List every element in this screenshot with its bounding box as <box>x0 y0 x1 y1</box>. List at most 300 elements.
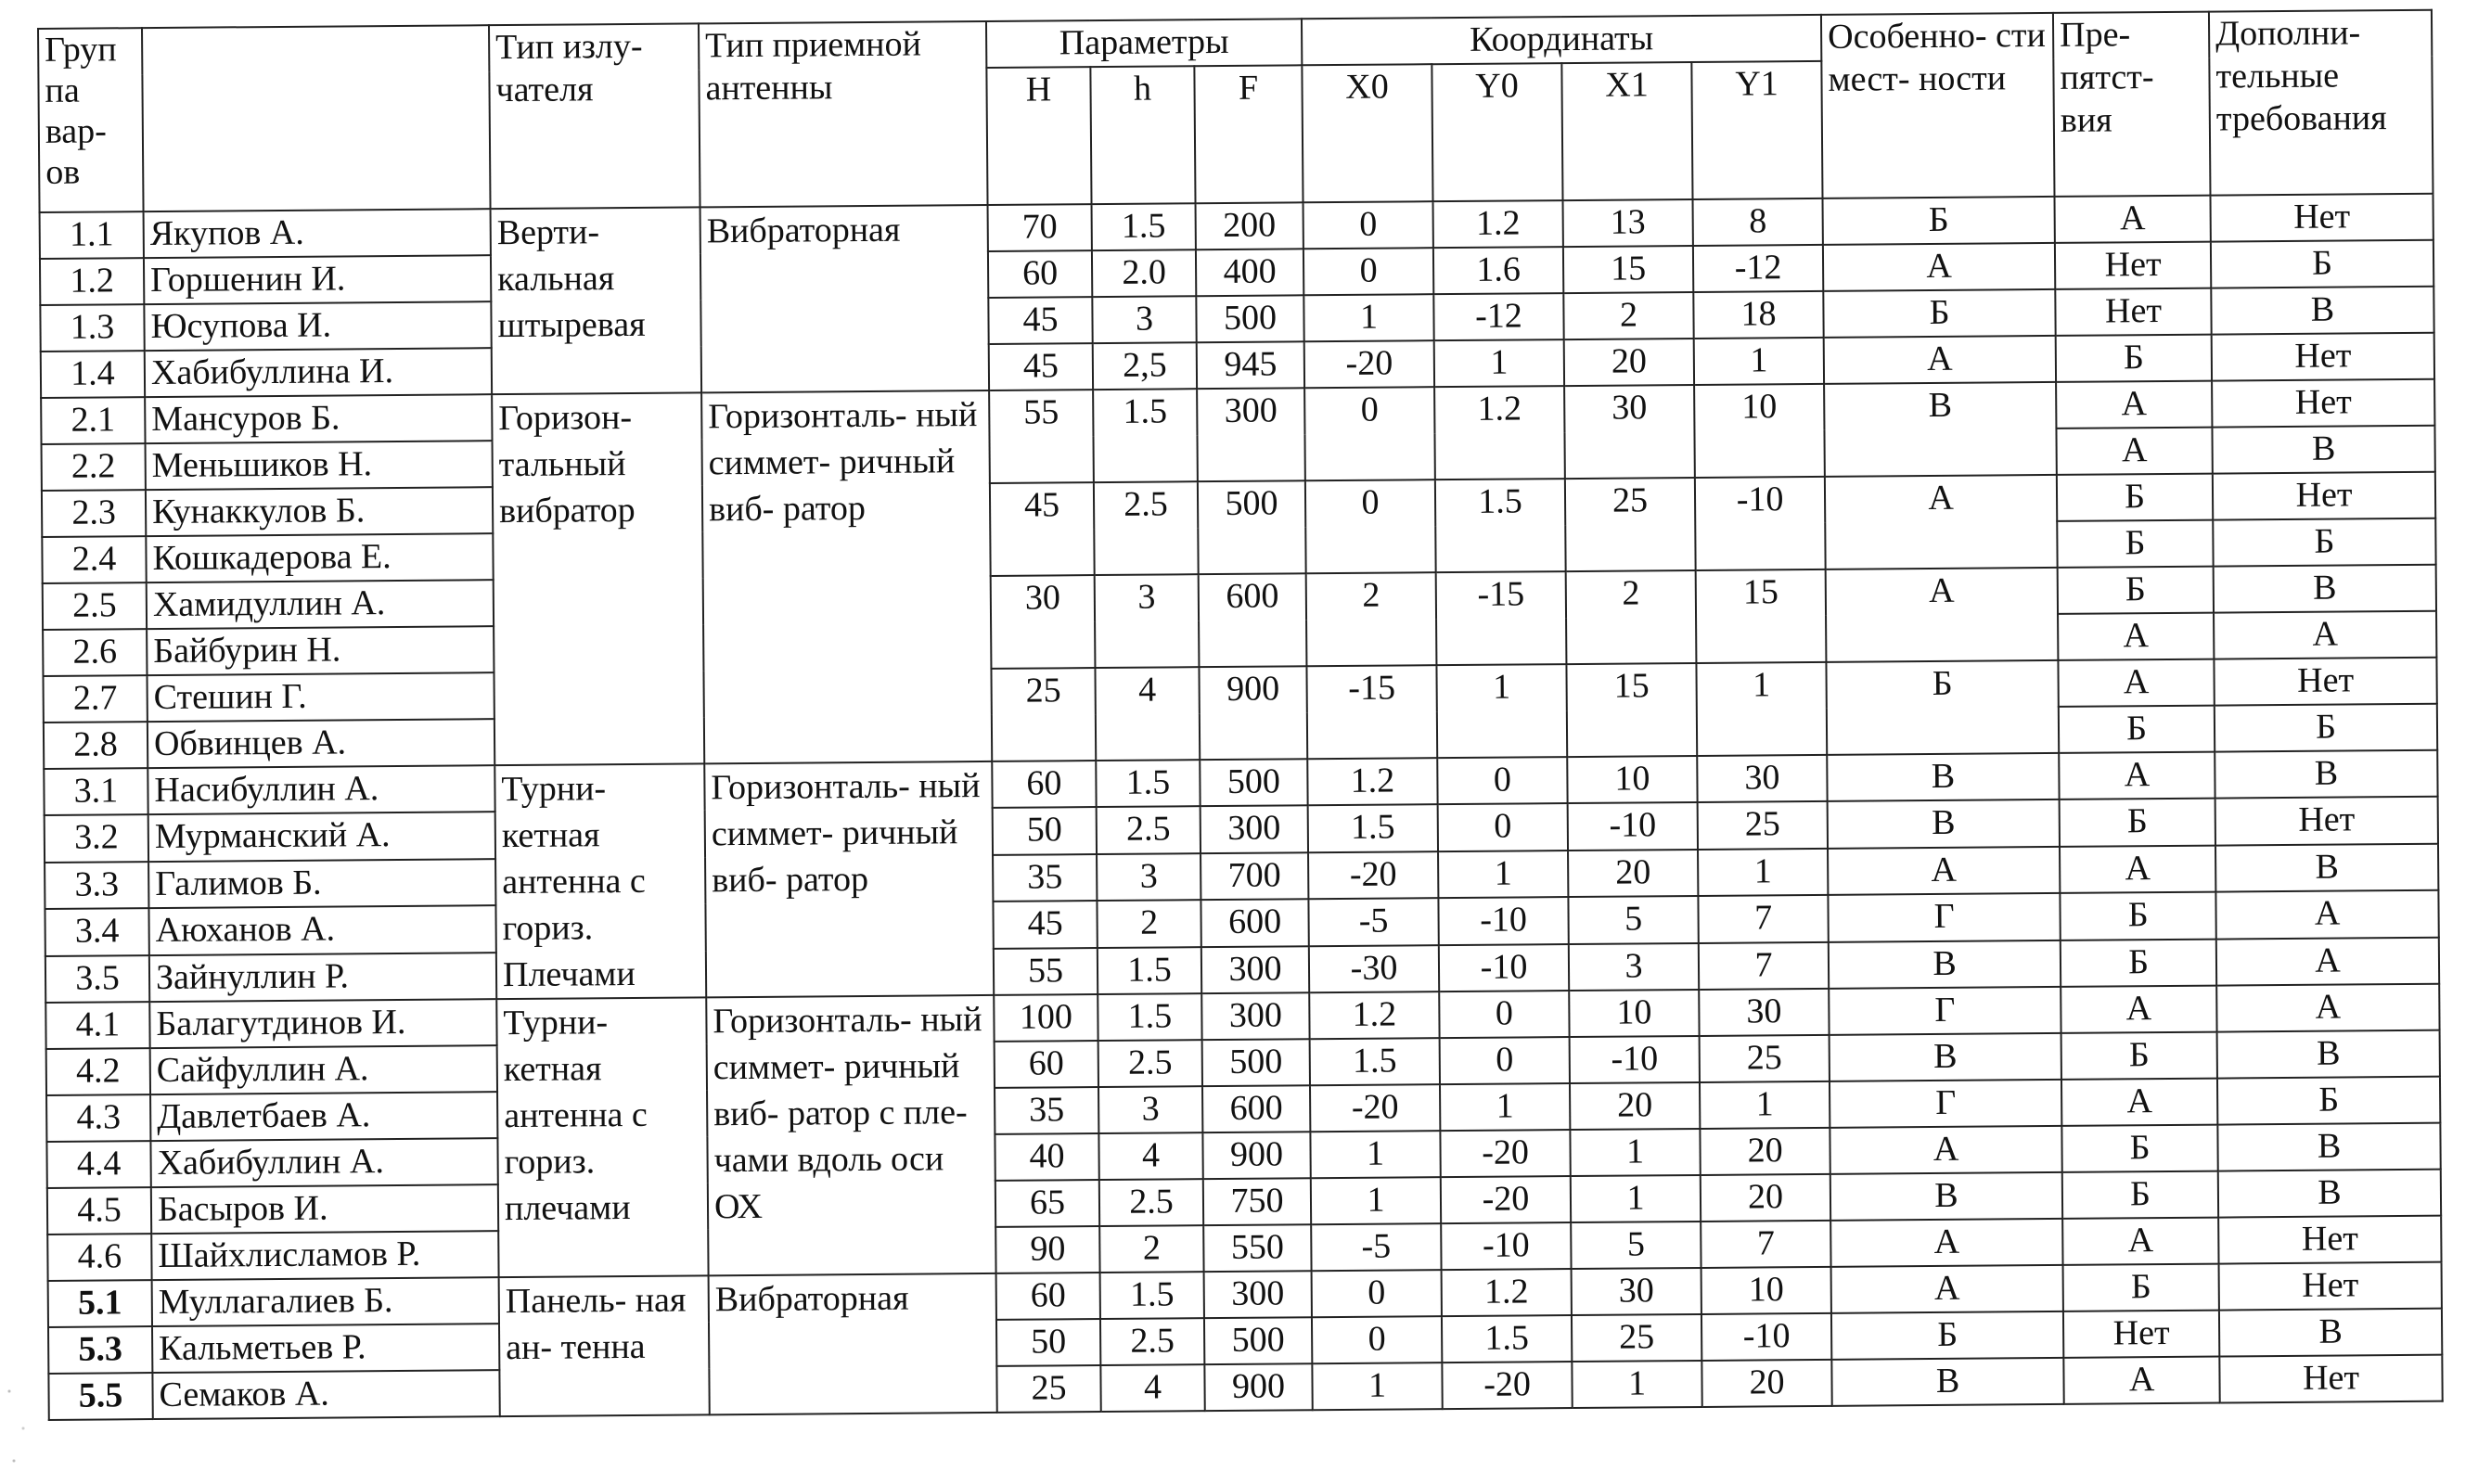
terrain-value: В <box>1830 1033 2061 1081</box>
param-h: 1.5 <box>1092 203 1196 250</box>
header-F: F <box>1194 65 1303 203</box>
param-h: 35 <box>995 1087 1098 1134</box>
param-x0: 0 <box>1303 248 1433 295</box>
variant-number: 5.5 <box>48 1373 152 1420</box>
param-h: 45 <box>989 343 1093 390</box>
param-y1: -12 <box>1693 245 1823 292</box>
param-f: 500 <box>1198 480 1306 574</box>
variant-number: 4.5 <box>47 1187 151 1235</box>
param-h: 4 <box>1098 1132 1202 1180</box>
obstacle-value: А <box>2061 986 2216 1033</box>
variant-number: 1.3 <box>40 304 144 352</box>
param-y1: 25 <box>1698 801 1828 849</box>
variants-table <box>37 9 2444 1421</box>
param-h: 2.5 <box>1094 481 1199 575</box>
obstacle-value: Б <box>2061 1125 2217 1172</box>
param-f: 500 <box>1204 1317 1312 1364</box>
terrain-value: Б <box>1823 289 2055 338</box>
param-h: 3 <box>1097 853 1201 901</box>
param-y0: 1 <box>1440 1083 1570 1131</box>
param-f: 300 <box>1204 1271 1312 1318</box>
student-name: Мурманский А. <box>148 812 495 862</box>
extra-requirement: Б <box>2215 704 2437 752</box>
param-h: 1.5 <box>1096 760 1200 807</box>
param-f: 300 <box>1201 806 1308 853</box>
param-x1: 1 <box>1570 1129 1700 1176</box>
terrain-value: В <box>1829 940 2061 988</box>
extra-requirement: В <box>2217 1123 2440 1171</box>
obstacle-value: А <box>2056 381 2212 429</box>
emitter-type: Верти- кальная штыревая <box>491 207 702 394</box>
param-y0: -20 <box>1442 1362 1572 1409</box>
param-y0: 0 <box>1439 991 1569 1038</box>
emitter-type: Горизон- тальный вибратор <box>492 392 704 765</box>
student-name: Кальметьев Р. <box>152 1324 499 1373</box>
param-y1: 10 <box>1694 384 1825 478</box>
variant-number: 1.1 <box>40 211 144 259</box>
param-f: 750 <box>1203 1178 1311 1225</box>
param-h: 2.5 <box>1098 1040 1202 1087</box>
param-x1: 25 <box>1565 478 1696 571</box>
terrain-value: Б <box>1826 660 2059 755</box>
variant-number: 2.3 <box>42 490 146 537</box>
header-extra: Дополни- тельные требования <box>2209 10 2433 196</box>
terrain-value: В <box>1828 800 2060 848</box>
param-f: 200 <box>1196 202 1303 249</box>
param-x0: 1.5 <box>1308 805 1438 852</box>
student-name: Семаков А. <box>152 1370 499 1419</box>
param-x0: 1 <box>1311 1177 1441 1224</box>
param-y0: 1 <box>1436 664 1567 758</box>
param-y1: 8 <box>1693 198 1823 246</box>
extra-requirement: В <box>2217 1030 2440 1079</box>
param-y1: 7 <box>1698 895 1828 942</box>
student-name: Меньшиков Н. <box>146 441 493 490</box>
param-y0: 0 <box>1437 757 1567 804</box>
param-x0: 1 <box>1310 1131 1440 1178</box>
table-body <box>40 194 2443 1420</box>
student-name: Сайфуллин А. <box>150 1045 497 1094</box>
emitter-type: Турни- кетная антенна с гориз. Плечами <box>494 763 706 999</box>
param-y1: 1 <box>1700 1081 1830 1129</box>
param-h: 35 <box>993 854 1097 902</box>
param-h: 4 <box>1100 1364 1204 1412</box>
param-y0: -10 <box>1441 1222 1571 1270</box>
param-h: 55 <box>989 390 1094 483</box>
param-h: 45 <box>990 482 1095 576</box>
student-name: Давлетбаев А. <box>150 1092 497 1141</box>
header-antenna: Тип приемной антенны <box>699 21 988 207</box>
param-x1: 20 <box>1568 850 1698 897</box>
param-y0: -10 <box>1438 897 1568 944</box>
param-x1: 10 <box>1569 990 1699 1037</box>
extra-requirement: Нет <box>2218 1216 2441 1264</box>
student-name: Кунаккулов Б. <box>146 487 493 536</box>
obstacle-value: Б <box>2062 1171 2218 1219</box>
terrain-value: А <box>1823 243 2055 291</box>
extra-requirement: Нет <box>2213 472 2435 520</box>
param-h: 60 <box>996 1273 1100 1320</box>
terrain-value: В <box>1830 1172 2062 1221</box>
param-y0: 1.5 <box>1435 479 1566 572</box>
obstacle-value: А <box>2055 196 2211 243</box>
param-h: 2,5 <box>1093 342 1197 390</box>
param-h: 2.5 <box>1097 807 1201 854</box>
header-terrain: Особенно- сти мест- ности <box>1821 13 2055 198</box>
obstacle-value: Б <box>2057 474 2213 521</box>
terrain-value: В <box>1831 1358 2063 1406</box>
header-group: Груп па вар-ов <box>38 28 144 212</box>
param-x1: -10 <box>1570 1036 1700 1083</box>
terrain-value: А <box>1824 336 2056 384</box>
param-x0: 1.2 <box>1309 991 1439 1039</box>
variant-number: 4.1 <box>45 1002 149 1049</box>
param-x1: 20 <box>1564 339 1694 386</box>
param-x1: 3 <box>1569 943 1699 991</box>
param-y1: 7 <box>1699 941 1829 990</box>
param-x0: 0 <box>1304 387 1435 480</box>
obstacle-value: Б <box>2058 567 2214 614</box>
obstacle-value: А <box>2057 428 2213 475</box>
param-x0: -20 <box>1304 340 1434 388</box>
scan-noise <box>0 1373 37 1484</box>
variant-number: 2.6 <box>43 629 147 676</box>
antenna-type: Горизонталь- ный симмет- ричный виб- ратор с пле- чами вдоль оси ОХ <box>706 995 995 1275</box>
obstacle-value: А <box>2058 613 2214 660</box>
extra-requirement: В <box>2215 750 2437 799</box>
param-y0: -12 <box>1433 293 1563 340</box>
variant-number: 2.5 <box>43 582 147 630</box>
param-x1: 1 <box>1571 1175 1701 1222</box>
param-x1: 15 <box>1566 663 1697 757</box>
param-y1: 1 <box>1698 849 1828 896</box>
header-emitter: Тип излу- чателя <box>489 23 700 209</box>
obstacle-value: А <box>2063 1357 2219 1404</box>
variant-number: 2.4 <box>42 536 146 583</box>
extra-requirement: В <box>2213 426 2435 474</box>
param-y0: 1.6 <box>1433 247 1563 294</box>
header-h: h <box>1090 66 1195 204</box>
obstacle-value: А <box>2060 845 2215 893</box>
param-y1: -10 <box>1695 477 1826 570</box>
variant-number: 4.2 <box>46 1048 150 1095</box>
obstacle-value: Б <box>2056 335 2212 382</box>
param-y0: 1 <box>1434 339 1564 387</box>
param-f: 500 <box>1200 759 1307 806</box>
header-X0: X0 <box>1302 64 1432 202</box>
param-x0: 1.2 <box>1307 758 1437 805</box>
param-y0: -15 <box>1436 571 1567 665</box>
student-name: Юсупова И. <box>144 301 491 351</box>
param-y0: -20 <box>1441 1176 1571 1223</box>
param-h: 1.5 <box>1098 947 1201 994</box>
variant-number: 2.1 <box>41 397 145 444</box>
param-h: 50 <box>993 807 1097 854</box>
variant-number: 3.4 <box>45 908 148 955</box>
param-y1: 20 <box>1701 1174 1830 1222</box>
param-h: 65 <box>995 1180 1099 1227</box>
header-coords: Координаты <box>1302 15 1821 65</box>
param-f: 300 <box>1197 388 1305 481</box>
param-h: 25 <box>991 668 1096 761</box>
student-name: Якупов А. <box>144 209 491 258</box>
param-f: 600 <box>1199 573 1307 667</box>
terrain-value: Б <box>1831 1311 2063 1360</box>
obstacle-value: А <box>2062 1218 2218 1265</box>
param-x1: 20 <box>1570 1082 1700 1130</box>
param-y1: 30 <box>1699 989 1829 1036</box>
param-h: 3 <box>1098 1086 1202 1133</box>
student-name: Горшенин И. <box>144 255 491 304</box>
student-name: Байбурин Н. <box>147 626 494 675</box>
param-y1: 25 <box>1700 1035 1830 1082</box>
extra-requirement: А <box>2215 890 2438 939</box>
header-X1: X1 <box>1561 62 1692 200</box>
param-y1: 20 <box>1701 1360 1831 1407</box>
param-h: 50 <box>996 1319 1100 1366</box>
header-H: H <box>986 67 1091 205</box>
param-f: 500 <box>1202 1039 1310 1086</box>
param-h: 25 <box>996 1365 1100 1413</box>
student-name: Шайхлисламов Р. <box>151 1231 498 1280</box>
header-Y0: Y0 <box>1432 63 1562 201</box>
param-x0: 1 <box>1303 294 1433 341</box>
variant-number: 2.2 <box>42 443 146 491</box>
student-name: Басыров И. <box>151 1184 498 1234</box>
param-x0: -30 <box>1309 945 1439 993</box>
header-obstacles: Пре- пятст- вия <box>2053 12 2211 197</box>
param-x0: -5 <box>1311 1223 1441 1271</box>
terrain-value: Г <box>1829 987 2061 1035</box>
extra-requirement: В <box>2215 843 2438 891</box>
student-name: Зайнуллин Р. <box>149 953 496 1002</box>
param-y1: 1 <box>1694 338 1824 385</box>
param-h: 2 <box>1099 1225 1203 1273</box>
student-name: Балагутдинов И. <box>149 999 496 1048</box>
param-h: 60 <box>988 250 1092 298</box>
terrain-value: В <box>1827 753 2059 801</box>
extra-requirement: А <box>2216 937 2439 985</box>
obstacle-value: Б <box>2063 1264 2219 1311</box>
variant-number: 2.8 <box>44 722 148 769</box>
param-h: 45 <box>993 901 1097 948</box>
student-name: Обвинцев А. <box>148 719 494 768</box>
header-params: Параметры <box>986 19 1302 68</box>
param-x0: 1 <box>1312 1362 1442 1410</box>
param-x1: 25 <box>1572 1314 1701 1362</box>
extra-requirement: Нет <box>2212 333 2434 381</box>
param-x0: 0 <box>1305 480 1436 573</box>
student-name: Мансуров Б. <box>145 394 492 443</box>
param-y1: 7 <box>1701 1221 1830 1268</box>
param-h: 4 <box>1095 667 1200 761</box>
param-y0: 1.2 <box>1433 200 1563 248</box>
param-h: 45 <box>988 297 1092 344</box>
param-f: 700 <box>1201 852 1308 900</box>
obstacle-value: Нет <box>2063 1311 2219 1358</box>
variant-number: 3.2 <box>45 814 148 862</box>
obstacle-value: Б <box>2060 799 2215 847</box>
student-name: Хабибуллина И. <box>145 348 492 397</box>
param-h: 60 <box>995 1041 1098 1088</box>
extra-requirement: Нет <box>2214 658 2436 706</box>
param-y0: -10 <box>1439 944 1569 992</box>
param-x1: 5 <box>1571 1222 1701 1269</box>
param-f: 550 <box>1203 1224 1311 1272</box>
obstacle-value: Б <box>2059 706 2215 753</box>
terrain-value: А <box>1825 475 2058 569</box>
param-h: 2.0 <box>1092 249 1196 297</box>
param-x0: -20 <box>1310 1084 1440 1132</box>
param-h: 3 <box>1095 574 1200 668</box>
param-y1: 1 <box>1696 662 1827 756</box>
param-f: 945 <box>1197 341 1304 389</box>
param-f: 600 <box>1201 899 1308 946</box>
terrain-value: Г <box>1828 893 2060 941</box>
variant-number: 5.3 <box>48 1326 152 1374</box>
variant-number: 5.1 <box>48 1280 152 1327</box>
param-x1: 13 <box>1563 199 1693 247</box>
terrain-value: А <box>1826 568 2059 662</box>
obstacle-value: Б <box>2061 939 2216 987</box>
variant-number: 2.7 <box>43 675 147 723</box>
param-f: 400 <box>1196 249 1303 296</box>
student-name: Галимов Б. <box>148 859 495 908</box>
param-f: 900 <box>1202 1132 1310 1179</box>
variant-number: 3.5 <box>45 955 149 1003</box>
extra-requirement: В <box>2214 565 2436 613</box>
param-h: 100 <box>994 994 1098 1042</box>
param-y0: 0 <box>1440 1037 1570 1084</box>
param-x0: 2 <box>1306 572 1437 666</box>
param-y1: 20 <box>1700 1128 1830 1175</box>
param-x0: -20 <box>1308 851 1438 899</box>
antenna-type: Вибраторная <box>700 205 990 392</box>
param-x0: -15 <box>1306 665 1437 759</box>
param-x1: 5 <box>1568 896 1698 943</box>
param-y1: 30 <box>1697 755 1827 802</box>
param-x1: 15 <box>1563 246 1693 293</box>
obstacle-value: А <box>2061 1079 2217 1126</box>
param-y0: 0 <box>1438 803 1568 851</box>
header-Y1: Y1 <box>1691 61 1822 199</box>
param-x1: 30 <box>1564 385 1695 479</box>
student-name: Стешин Г. <box>147 672 494 722</box>
param-h: 30 <box>991 575 1096 669</box>
obstacle-value: Нет <box>2055 288 2211 336</box>
obstacle-value: Б <box>2057 520 2213 568</box>
extra-requirement: В <box>2219 1309 2442 1357</box>
terrain-value: А <box>1831 1265 2063 1313</box>
obstacle-value: Б <box>2061 1032 2217 1080</box>
param-y0: -20 <box>1440 1130 1570 1177</box>
terrain-value: Б <box>1823 197 2055 245</box>
param-y0: 1.5 <box>1442 1315 1572 1362</box>
extra-requirement: Нет <box>2219 1355 2442 1403</box>
param-f: 600 <box>1202 1085 1310 1132</box>
student-name: Кошкадерова Е. <box>146 533 493 582</box>
param-h: 60 <box>992 761 1096 808</box>
param-y0: 1.2 <box>1442 1269 1572 1316</box>
variant-number: 1.4 <box>41 351 145 398</box>
obstacle-value: Б <box>2060 892 2215 940</box>
extra-requirement: Нет <box>2212 379 2434 428</box>
param-y1: -10 <box>1701 1313 1831 1361</box>
extra-requirement: Нет <box>2215 797 2438 845</box>
param-x0: 0 <box>1312 1270 1442 1317</box>
param-f: 900 <box>1204 1363 1312 1411</box>
antenna-type: Горизонталь- ный симмет- ричный виб- ратор <box>704 761 994 997</box>
document-sheet <box>37 9 2444 1421</box>
student-name: Насибуллин А. <box>148 765 494 814</box>
param-h: 55 <box>994 948 1098 995</box>
param-x1: -10 <box>1568 802 1698 850</box>
param-f: 300 <box>1201 992 1309 1040</box>
param-h: 2.5 <box>1099 1179 1203 1226</box>
param-x0: -5 <box>1308 898 1438 945</box>
param-h: 1.5 <box>1093 389 1198 482</box>
variant-number: 3.3 <box>45 862 148 909</box>
student-name: Хамидуллин А. <box>147 580 494 629</box>
extra-requirement: Б <box>2217 1077 2440 1125</box>
extra-requirement: А <box>2216 984 2439 1032</box>
extra-requirement: В <box>2218 1170 2441 1218</box>
obstacle-value: А <box>2058 659 2214 707</box>
antenna-type: Горизонталь- ный симмет- ричный виб- ратор <box>701 390 992 763</box>
param-y1: 10 <box>1701 1267 1831 1314</box>
extra-requirement: Нет <box>2219 1262 2442 1311</box>
variant-number: 1.2 <box>40 258 144 305</box>
variant-number: 3.1 <box>44 768 148 815</box>
param-h: 70 <box>988 204 1092 251</box>
param-x1: 2 <box>1566 570 1697 664</box>
terrain-value: Г <box>1830 1080 2061 1128</box>
student-name: Аюханов А. <box>148 905 495 954</box>
param-h: 2.5 <box>1100 1318 1204 1365</box>
extra-requirement: Б <box>2213 518 2435 567</box>
param-h: 40 <box>995 1133 1098 1181</box>
terrain-value: А <box>1830 1219 2062 1267</box>
param-f: 900 <box>1199 666 1307 760</box>
antenna-type: Вибраторная <box>709 1273 997 1414</box>
param-f: 500 <box>1196 295 1303 342</box>
param-h: 2 <box>1097 900 1201 947</box>
extra-requirement: А <box>2214 611 2436 659</box>
param-x1: 10 <box>1567 756 1697 803</box>
param-f: 300 <box>1201 946 1309 993</box>
variant-number: 4.4 <box>46 1141 150 1188</box>
param-h: 90 <box>995 1226 1099 1273</box>
param-y1: 15 <box>1696 569 1827 663</box>
extra-requirement: Б <box>2211 240 2433 288</box>
param-y1: 18 <box>1693 291 1823 339</box>
terrain-value: В <box>1824 382 2057 477</box>
extra-requirement: Нет <box>2211 194 2433 242</box>
variant-number: 4.3 <box>46 1094 150 1142</box>
header-name <box>142 25 491 211</box>
param-h: 1.5 <box>1100 1272 1204 1319</box>
param-h: 3 <box>1092 296 1196 343</box>
emitter-type: Панель- ная ан- тенна <box>499 1275 710 1416</box>
param-y0: 1.2 <box>1434 386 1565 480</box>
param-x1: 30 <box>1572 1268 1701 1315</box>
param-x1: 1 <box>1572 1361 1701 1408</box>
terrain-value: А <box>1828 847 2060 895</box>
terrain-value: А <box>1830 1126 2061 1174</box>
variant-number: 4.6 <box>47 1234 151 1281</box>
student-name: Хабибуллин А. <box>150 1138 497 1187</box>
emitter-type: Турни- кетная антенна с гориз. плечами <box>496 997 708 1277</box>
